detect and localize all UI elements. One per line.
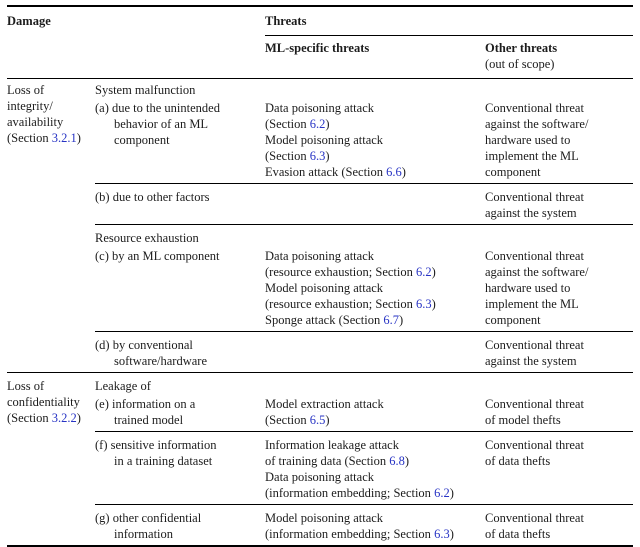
text-run: behavior of an ML	[114, 117, 209, 131]
text-run: Conventional threat	[485, 101, 584, 115]
text-run: (b) due to other factors	[95, 190, 210, 204]
section-ref-link[interactable]: 6.3	[434, 527, 450, 541]
text-run: (Section	[265, 149, 310, 163]
section-ref-link[interactable]: 6.2	[434, 486, 450, 500]
text-run: (f) sensitive information	[95, 438, 217, 452]
cell-ml-threats-a	[265, 99, 485, 184]
header-spacer	[95, 6, 265, 36]
cell-ml-threats-f	[265, 432, 485, 505]
empty-cell	[265, 373, 485, 396]
cell-ml-threats-c	[265, 247, 485, 332]
empty-cell	[485, 79, 633, 100]
text-run: Information leakage attack	[265, 438, 399, 452]
cell-subheader-system-malfunction: System malfunction	[95, 83, 196, 97]
text-run: integrity/	[7, 99, 53, 113]
text-run: )	[431, 297, 436, 311]
text-run: confidentiality	[7, 395, 80, 409]
text-run: )	[431, 265, 436, 279]
cell-ml-threats-g	[265, 505, 485, 547]
cell-other-threats-b	[485, 184, 633, 225]
text-run: implement the ML	[485, 297, 579, 311]
row-resource-exhaustion	[7, 225, 633, 248]
text-run: (e) information on a	[95, 397, 196, 411]
text-run: of model thefts	[485, 413, 561, 427]
section-ref-link[interactable]: 3.2.1	[51, 131, 77, 145]
text-run: Model poisoning attack	[265, 281, 384, 295]
text-run: Model extraction attack	[265, 397, 384, 411]
cell-label-d	[95, 332, 265, 373]
text-run: software/hardware	[114, 354, 208, 368]
text-run: Data poisoning attack	[265, 249, 374, 263]
header-spacer	[7, 36, 95, 79]
col-header-other-threats	[485, 36, 633, 79]
cell-subheader-leakage-of: Leakage of	[95, 373, 265, 396]
cell-other-threats-e	[485, 395, 633, 432]
row-c	[7, 247, 633, 332]
text-run: (c) by an ML component	[95, 249, 220, 263]
col-header-threats: Threats	[265, 6, 633, 36]
text-run: Other threats	[485, 41, 558, 55]
text-run: )	[449, 527, 454, 541]
cell-label-g	[95, 505, 265, 547]
text-run: (a) due to the unintended	[95, 101, 220, 115]
text-run: Evasion attack (Section	[265, 165, 387, 179]
text-run: hardware used to	[485, 133, 571, 147]
text-run: Conventional threat	[485, 511, 584, 525]
section-ref-link[interactable]: 3.2.2	[51, 411, 77, 425]
cell-damage-loss-integrity	[7, 79, 95, 373]
cell-label-f	[95, 432, 265, 505]
text-run: component	[114, 133, 170, 147]
text-run: implement the ML	[485, 149, 579, 163]
text-run: Data poisoning attack	[265, 101, 374, 115]
row-e	[7, 395, 633, 432]
empty-cell	[265, 184, 485, 225]
empty-cell	[265, 225, 485, 248]
text-run: of data thefts	[485, 527, 551, 541]
text-run: against the software/	[485, 265, 589, 279]
empty-cell	[485, 225, 633, 248]
text-run: component	[485, 313, 541, 327]
text-run: Sponge attack (Section	[265, 313, 384, 327]
text-run: Data poisoning attack	[265, 470, 374, 484]
text-run: Conventional threat	[485, 249, 584, 263]
text-run: Loss of	[7, 83, 45, 97]
cell-other-threats-d	[485, 332, 633, 373]
cell-other-threats-c	[485, 247, 633, 332]
cell-other-threats-g	[485, 505, 633, 547]
row-leakage-of	[7, 373, 633, 396]
row-b	[7, 184, 633, 225]
text-run: (Section	[265, 413, 310, 427]
section-ref-link[interactable]: 6.6	[386, 165, 402, 179]
row-d	[7, 332, 633, 373]
threat-table	[7, 5, 633, 547]
section-ref-link[interactable]: 6.2	[416, 265, 432, 279]
cell-ml-threats-e	[265, 395, 485, 432]
text-run: component	[485, 165, 541, 179]
text-run: information	[114, 527, 174, 541]
cell-damage-loss-confidentiality	[7, 373, 95, 547]
cell-label-c	[95, 247, 265, 332]
text-run: Model poisoning attack	[265, 133, 384, 147]
text-run: )	[401, 165, 406, 179]
text-run: (Section	[7, 131, 52, 145]
text-run: (resource exhaustion; Section	[265, 297, 416, 311]
text-run: availability	[7, 115, 64, 129]
text-run: Conventional threat	[485, 338, 584, 352]
text-run: (resource exhaustion; Section	[265, 265, 416, 279]
header-row-1	[7, 6, 633, 36]
cell-label-a	[95, 99, 265, 184]
text-run: against the software/	[485, 117, 589, 131]
text-run: )	[399, 313, 404, 327]
text-run: Model poisoning attack	[265, 511, 384, 525]
text-run: )	[76, 131, 81, 145]
section-ref-link[interactable]: 6.7	[383, 313, 399, 327]
text-run: (information embedding; Section	[265, 527, 435, 541]
text-run: (d) by conventional	[95, 338, 193, 352]
text-run: Loss of	[7, 379, 45, 393]
text-run: of data thefts	[485, 454, 551, 468]
text-run: (information embedding; Section	[265, 486, 435, 500]
section-ref-link[interactable]: 6.2	[309, 117, 326, 131]
row-g	[7, 505, 633, 547]
header-spacer	[95, 36, 265, 79]
col-header-damage: Damage	[7, 6, 95, 36]
empty-cell	[265, 332, 485, 373]
text-run: (g) other confidential	[95, 511, 202, 525]
text-run: Conventional threat	[485, 438, 584, 452]
text-run: )	[325, 413, 330, 427]
col-header-ml-specific-threats: ML-specific threats	[265, 36, 485, 79]
row-f	[7, 432, 633, 505]
empty-cell	[485, 373, 633, 396]
row-system-malfunction	[7, 79, 633, 100]
text-run: in a training dataset	[114, 454, 213, 468]
text-run: (Section	[265, 117, 310, 131]
text-run: hardware used to	[485, 281, 571, 295]
row-a	[7, 99, 633, 184]
header-row-2	[7, 36, 633, 79]
cell-other-threats-f	[485, 432, 633, 505]
text-run: )	[76, 411, 81, 425]
text-run: (out of scope)	[485, 57, 555, 71]
text-run: against the system	[485, 206, 577, 220]
text-run: trained model	[114, 413, 184, 427]
cell-other-threats-a	[485, 99, 633, 184]
text-run: )	[404, 454, 410, 468]
text-run: Conventional threat	[485, 397, 584, 411]
text-run: against the system	[485, 354, 577, 368]
text-run: )	[325, 149, 330, 163]
text-run: )	[325, 117, 330, 131]
section-ref-link[interactable]: 6.3	[416, 297, 432, 311]
empty-cell	[265, 79, 485, 100]
cell-label-b	[95, 184, 265, 225]
text-run: of training data (Section	[265, 454, 390, 468]
section-ref-link[interactable]: 6.3	[309, 149, 326, 163]
text-run: Conventional threat	[485, 190, 584, 204]
section-ref-link[interactable]: 6.8	[389, 454, 405, 468]
text-run: (Section	[7, 411, 52, 425]
section-ref-link[interactable]: 6.5	[309, 413, 326, 427]
cell-label-e	[95, 395, 265, 432]
cell-subheader-resource-exhaustion: Resource exhaustion	[95, 225, 265, 248]
text-run: )	[449, 486, 454, 500]
